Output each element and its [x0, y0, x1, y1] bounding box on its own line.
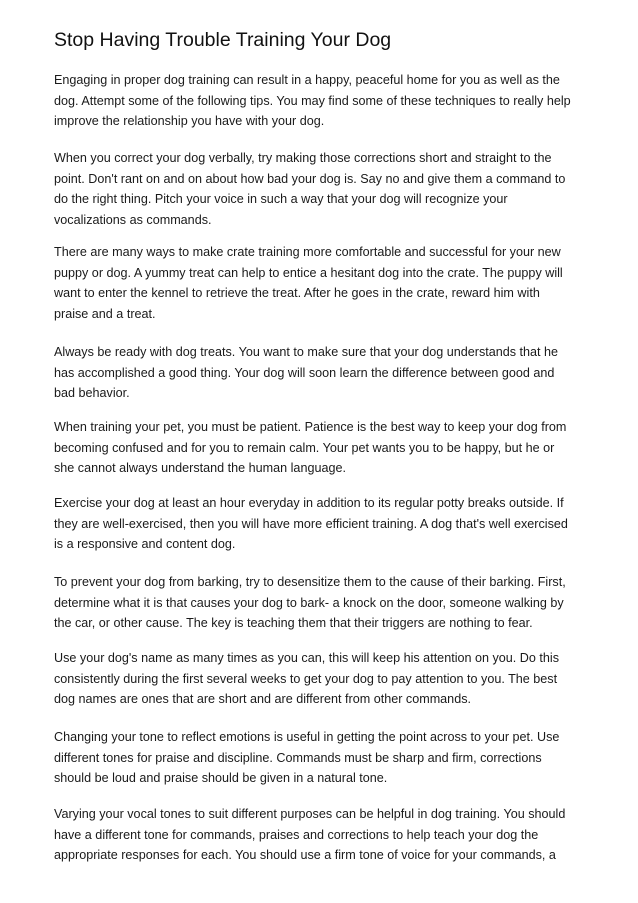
- paragraph-exercise: Exercise your dog at least an hour everyday in addition to its regular potty breaks outside. If they are well-exercised, then you will have more efficient training. A dog that's well exercised is a responsive and content dog.: [54, 496, 568, 552]
- paragraph-intro: Engaging in proper dog training can result in a happy, peaceful home for you as well as the dog. Attempt some of the following tips. You may find some of these techniques to really help improve the relationship you have with your dog.: [54, 73, 571, 129]
- paragraph-tone-emotions: Changing your tone to reflect emotions is useful in getting the point across to your pet. Use different tones for praise and discipline. Commands must be sharp and firm, corrections should be loud and praise should be given in a natural tone.: [54, 730, 560, 786]
- paragraph-vocal-tones: Varying your vocal tones to suit different purposes can be helpful in dog training. You should have a different tone for commands, praises and corrections to help teach your dog the appropriate responses for each. You should use a firm tone of voice for your commands, a: [54, 807, 566, 863]
- paragraph-verbal-corrections: When you correct your dog verbally, try making those corrections short and straight to the point. Don't rant on and on about how bad your dog is. Say no and give them a command to do the right thing. Pitch your voice in such a way that your dog will recognize your vocalizations as commands.: [54, 151, 566, 227]
- paragraph-barking: To prevent your dog from barking, try to desensitize them to the cause of their barking. First, determine what it is that causes your dog to bark- a knock on the door, someone walking by the car, or other cause. The key is teaching them that their triggers are nothing to fear.: [54, 575, 566, 631]
- paragraph-crate-training: There are many ways to make crate training more comfortable and successful for your new puppy or dog. A yummy treat can help to entice a hesitant dog into the crate. The puppy will want to enter the kennel to retrieve the treat. After he goes in the crate, reward him with praise and a treat.: [54, 245, 563, 321]
- paragraph-patience: When training your pet, you must be patient. Patience is the best way to keep your dog from becoming confused and for you to remain calm. Your pet wants you to be happy, but he or she cannot always understand the human language.: [54, 420, 567, 476]
- paragraph-dog-treats: Always be ready with dog treats. You want to make sure that your dog understands that he has accomplished a good thing. Your dog will soon learn the difference between good and bad behavior.: [54, 345, 559, 401]
- paragraph-dog-name: Use your dog's name as many times as you can, this will keep his attention on you. Do this consistently during the first several weeks to get your dog to pay attention to you. The best dog names are ones that are short and are different from other commands.: [54, 651, 560, 707]
- document-title: Stop Having Trouble Training Your Dog: [54, 29, 392, 51]
